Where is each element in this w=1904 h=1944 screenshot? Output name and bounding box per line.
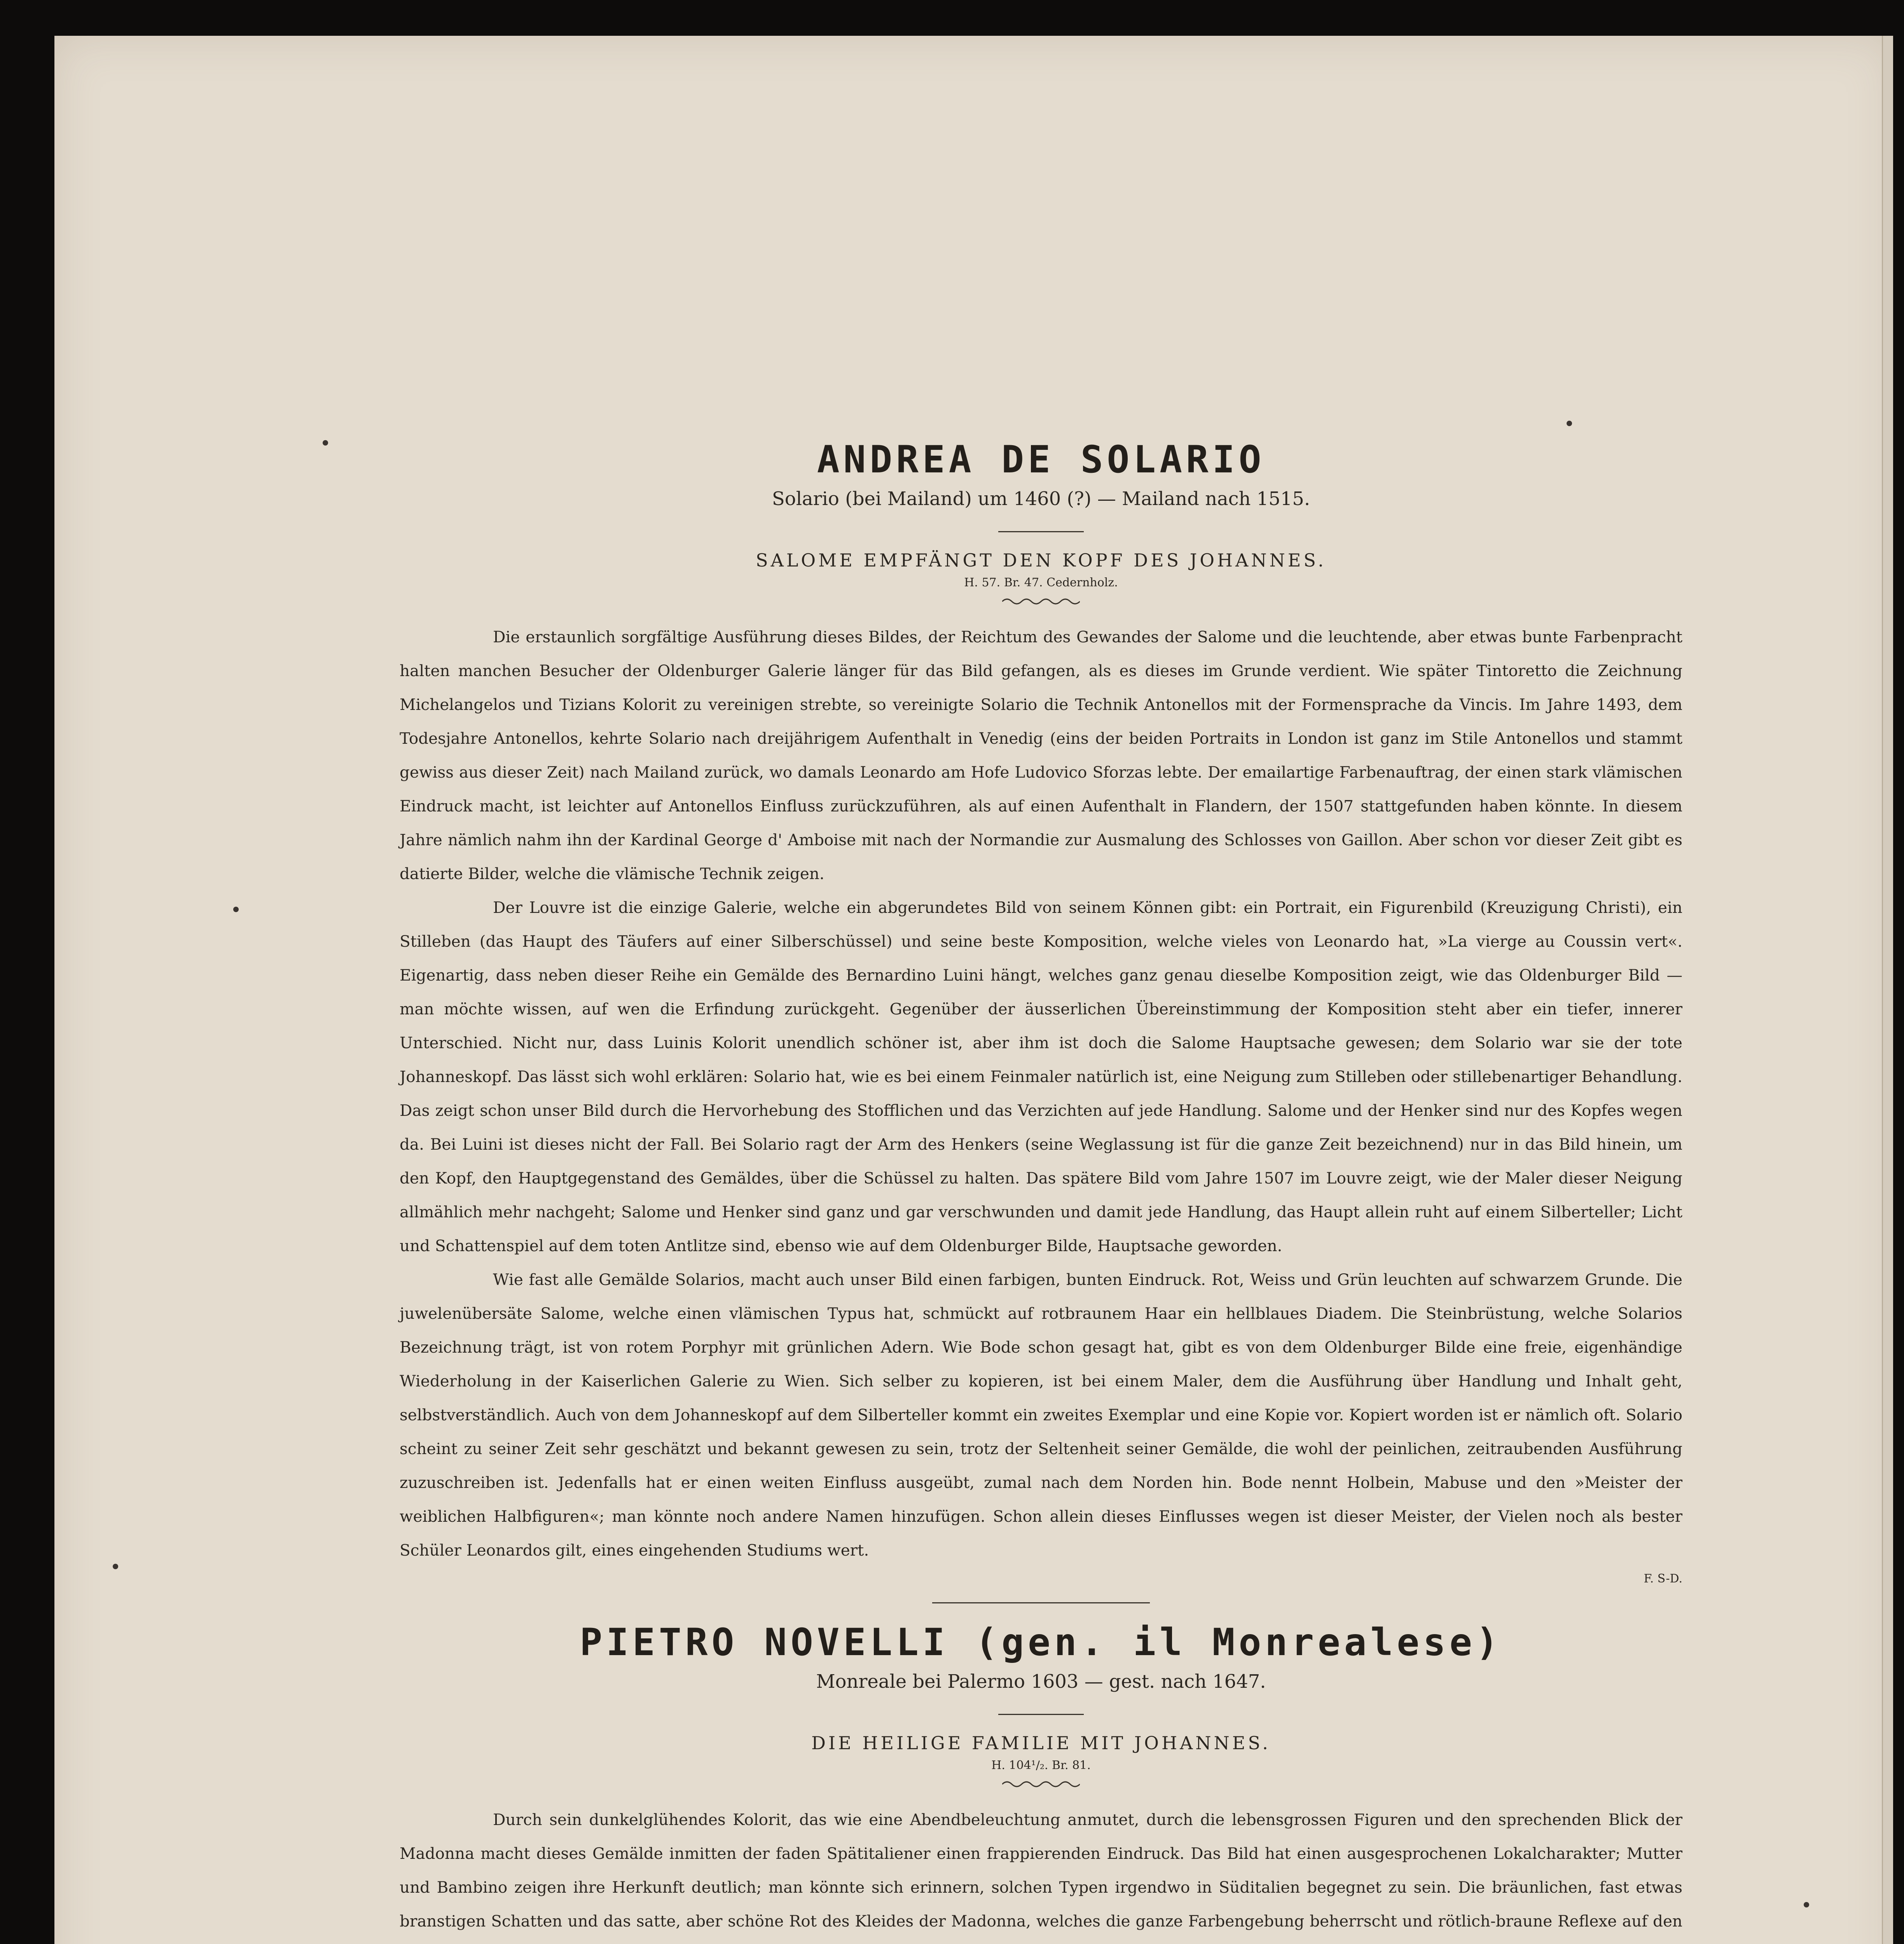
entry-andrea-de-solario [400, 436, 1682, 1591]
work-dimensions: H. 104¹/₂. Br. 81. [991, 1759, 1091, 1772]
page-edge [1882, 36, 1893, 1944]
entry-pietro-novelli [400, 1619, 1682, 1944]
speck [113, 1564, 118, 1569]
body-paragraph: Der Louvre ist die einzige Galerie, welche ein abgerundetes Bild von seinem Können gibt: ein Portrait, ein Figurenbild (Kreuzigung Christi), ein Stilleben (das Haupt des Täufers auf einer Silberschüssel) und seine beste Komposition, welche vieles von Leonardo hat, »La vierge au Coussin vert«. Eigenartig, dass neben dieser Reihe ein Gemälde des Bernardino Luini hängt, welches ganz genau dieselbe Komposition zeigt, wie das Oldenburger Bild — man möchte wissen, auf wen die Erfindung zurückgeht. Gegenüber der äusserlichen Übereinstimmung der Komposition steht aber ein tiefer, innerer Unterschied. Nicht nur, dass Luinis Kolorit unendlich schöner ist, aber ihm ist doch die Salome Hauptsache gewesen; dem Solario war sie der tote Johanneskopf. Das lässt sich wohl erklären: Solario hat, wie es bei einem Feinmaler natürlich ist, eine Neigung zum Stilleben oder stillebenartiger Behandlung. Das zeigt schon unser Bild durch die Hervorhebung des Stofflichen und das Verzichten auf jede Handlung. Salome und der Henker sind nur des Kopfes wegen da. Bei Luini ist dieses nicht der Fall. Bei Solario ragt der Arm des Henkers (seine Weglassung ist für die ganze Zeit bezeichnend) nur in das Bild hinein, um den Kopf, den Hauptgegenstand des Gemäldes, über die Schüssel zu halten. Das spätere Bild vom Jahre 1507 im Louvre zeigt, wie der Maler dieser Neigung allmählich mehr nachgeht; Salome und Henker sind ganz und gar verschwunden und damit jede Handlung, das Haupt allein ruht auf einem Silberteller; Licht und Schattenspiel auf dem toten Antlitze sind, ebenso wie auf dem Oldenburger Bilde, Hauptsache geworden. [400, 898, 1682, 1255]
speck [1804, 1902, 1809, 1907]
artist-lifespan: Solario (bei Mailand) um 1460 (?) — Mailand nach 1515. [772, 488, 1310, 510]
work-dimensions: H. 57. Br. 47. Cedernholz. [964, 576, 1118, 589]
body-paragraph: Wie fast alle Gemälde Solarios, macht auch unser Bild einen farbigen, bunten Eindruck. Rot, Weiss und Grün leuchten auf schwarzem Grunde. Die juwelenübersäte Salome, welche einen vlämischen Typus hat, schmückt auf rotbraunem Haar ein hellblaues Diadem. Die Steinbrüstung, welche Solarios Bezeichnung trägt, ist von rotem Porphyr mit grünlichen Adern. Wie Bode schon gesagt hat, gibt es von dem Oldenburger Bilde eine freie, eigenhändige Wiederholung in der Kaiserlichen Galerie zu Wien. Sich selber zu kopieren, ist bei einem Maler, dem die Ausführung über Handlung und Inhalt geht, selbstverständlich. Auch von dem Johanneskopf auf dem Silberteller kommt ein zweites Exemplar und eine Kopie vor. Kopiert worden ist er nämlich oft. Solario scheint zu seiner Zeit sehr geschätzt und bekannt gewesen zu sein, trotz der Seltenheit seiner Gemälde, die wohl der peinlichen, zeitraubenden Ausführung zuzuschreiben ist. Jedenfalls hat er einen weiten Einfluss ausgeübt, zumal nach dem Norden hin. Bode nennt Holbein, Mabuse und den »Meister der weiblichen Halbfiguren«; man könnte noch andere Namen hinzufügen. Schon allein dieses Einflusses wegen ist dieser Meister, der Vielen noch als bester Schüler Leonardos gilt, eines eingehenden Studiums wert. [400, 1270, 1682, 1559]
speck [233, 907, 239, 912]
section-divider [932, 1602, 1150, 1603]
work-title: DIE HEILIGE FAMILIE MIT JOHANNES. [811, 1732, 1271, 1753]
speck [323, 440, 328, 446]
artist-lifespan: Monreale bei Palermo 1603 — gest. nach 1647. [816, 1671, 1266, 1692]
divider [998, 1714, 1084, 1715]
divider [998, 531, 1084, 532]
work-title: SALOME EMPFÄNGT DEN KOPF DES JOHANNES. [756, 550, 1326, 571]
artist-heading: PIETRO NOVELLI (gen. il Monrealese) [580, 1621, 1502, 1664]
scanned-page [54, 36, 1893, 1944]
ornament-squiggle [1002, 597, 1080, 606]
speck [1567, 421, 1572, 426]
author-signature: F. S-D. [1644, 1572, 1682, 1586]
body-paragraph: Durch sein dunkelglühendes Kolorit, das wie eine Abendbeleuchtung anmutet, durch die lebensgrossen Figuren und den sprechenden Blick der Madonna macht dieses Gemälde inmitten der faden Spätitaliener einen frappierenden Eindruck. Das Bild hat einen ausgesprochenen Lokalcharakter; Mutter und Bambino zeigen ihre Herkunft deutlich; man könnte sich erinnern, solchen Typen irgendwo in Süditalien begegnet zu sein. Die bräunlichen, fast etwas branstigen Schatten und das satte, aber schöne Rot des Kleides der Madonna, welches die ganze Farbengebung beherrscht und rötlich-braune Reflexe auf den [400, 1810, 1682, 1930]
ornament-squiggle [1002, 1780, 1080, 1789]
artist-heading: ANDREA DE SOLARIO [817, 438, 1265, 481]
page-content [400, 436, 1682, 1944]
body-paragraph: Die erstaunlich sorgfältige Ausführung dieses Bildes, der Reichtum des Gewandes der Salome und die leuchtende, aber etwas bunte Farbenpracht halten manchen Besucher der Oldenburger Galerie länger für das Bild gefangen, als es dieses im Grunde verdient. Wie später Tintoretto die Zeichnung Michelangelos und Tizians Kolorit zu vereinigen strebte, so vereinigte Solario die Technik Antonellos mit der Formensprache da Vincis. Im Jahre 1493, dem Todesjahre Antonellos, kehrte Solario nach dreijährigem Aufenthalt in Venedig (eins der beiden Portraits in London ist ganz im Stile Antonellos und stammt gewiss aus dieser Zeit) nach Mailand zurück, wo damals Leonardo am Hofe Ludovico Sforzas lebte. Der emailartige Farbenauftrag, der einen stark vlämischen Eindruck macht, ist leichter auf Antonellos Einfluss zurückzuführen, als auf einen Aufenthalt in Flandern, der 1507 stattgefunden haben könnte. In diesem Jahre nämlich nahm ihn der Kardinal George d' Amboise mit nach der Normandie zur Ausmalung des Schlosses von Gaillon. Aber schon vor dieser Zeit gibt es datierte Bilder, welche die vlämische Technik zeigen. [400, 628, 1682, 883]
